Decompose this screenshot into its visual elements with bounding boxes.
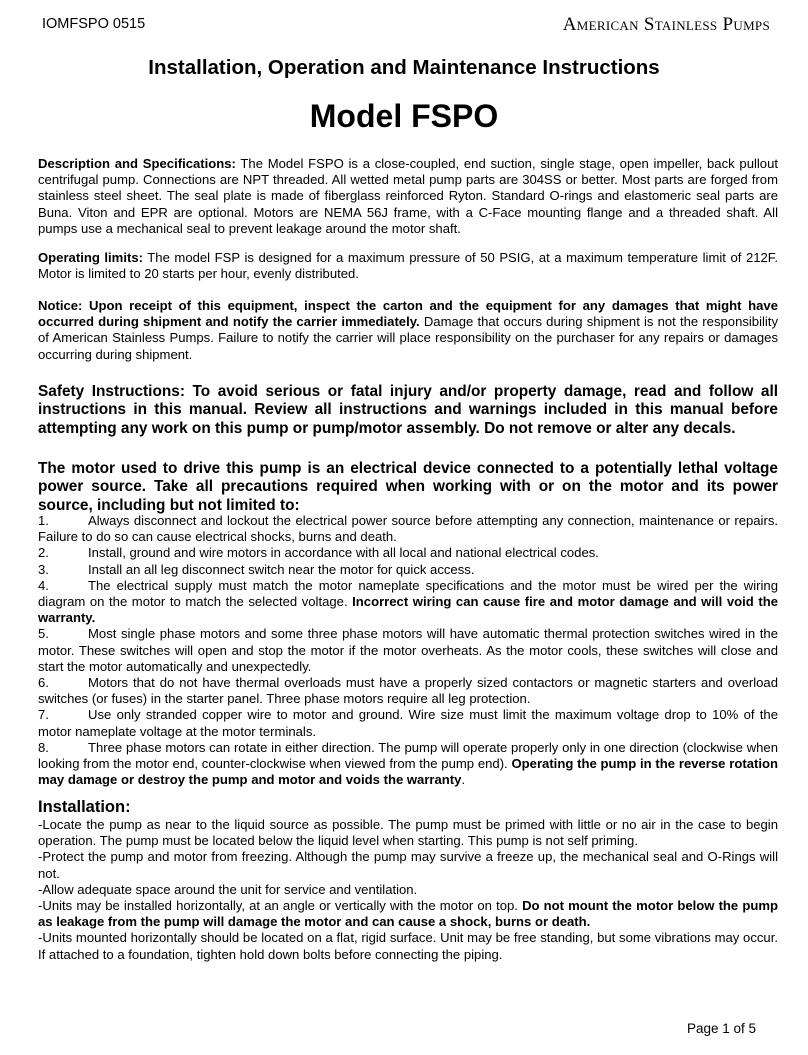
safety-instructions: Safety Instructions: To avoid serious or fatal injury and/or property damage, read and follow all instructions in this manual. Review all instructions and warnings included in this manual before attempting any work on this pump or pump/motor assembly. Do not remove or alter any decals. <box>38 383 778 437</box>
precaution-item <box>38 545 778 561</box>
precaution-text: Most single phase motors and some three phase motors will have automatic thermal protection switches wired in the motor. These switches will open and stop the motor if the motor overheats. As the motor cools, these switches will close and start the motor automatically and unexpectedly. <box>38 626 778 674</box>
installation-item <box>38 882 778 898</box>
description-label: Description and Specifications: <box>38 156 236 171</box>
precaution-item <box>38 513 778 545</box>
precautions-list <box>38 513 778 788</box>
installation-item <box>38 930 778 962</box>
description-section <box>38 156 778 237</box>
description-text: The Model FSPO is a close-coupled, end suction, single stage, open impeller, back pullout centrifugal pump. Connections are NPT threaded. All wetted metal pump parts are 304SS or better. Most parts are forged from stainless steel sheet. The seal plate is made of fiberglass reinforced Ryton. Standard O-rings and elastomeric seal parts are Buna. Viton and EPR are optional. Motors are NEMA 56J frame, with a C-Face mounting flange and a threaded shaft. All pumps use a mechanical seal to prevent leakage around the motor shaft. <box>38 156 779 236</box>
precaution-item <box>38 578 778 627</box>
operating-text: The model FSP is designed for a maximum pressure of 50 PSIG, at a maximum temperature limit of 212F. Motor is limited to 20 starts per hour, evenly distributed. <box>38 250 778 282</box>
operating-limits-section <box>38 250 778 282</box>
installation-text: -Units mounted horizontally should be located on a flat, rigid surface. Unit may be free standing, but some vibrations may occur. If attached to a foundation, tighten hold down bolts before connecting the piping. <box>38 930 778 962</box>
motor-warning: The motor used to drive this pump is an electrical device connected to a potentially lethal voltage power source. Take all precautions required when working with or on the motor and its power source, including but not limited to: <box>38 460 778 514</box>
precaution-text: Install, ground and wire motors in accordance with all local and national electrical codes. <box>88 545 599 561</box>
precaution-text: Three phase motors can rotate in either direction. The pump will operate properly only in one direction (clockwise when looking from the motor end, counter-clockwise when viewed from the pump end). <box>38 739 778 772</box>
precaution-item <box>38 626 778 675</box>
precaution-item <box>38 707 778 739</box>
notice-section <box>38 298 778 363</box>
installation-text: -Units may be installed horizontally, at an angle or vertically with the motor on top. <box>38 898 523 914</box>
precaution-number: 6. <box>38 675 49 691</box>
installation-text: -Locate the pump as near to the liquid source as possible. The pump must be primed with little or no air in the case to begin operation. The pump must be located below the liquid level when starting. This pump is not self priming. <box>38 817 778 849</box>
precaution-number: 3. <box>38 561 49 577</box>
precaution-number: 4. <box>38 577 49 593</box>
precaution-number: 8. <box>38 739 49 755</box>
notice-text: Damage that occurs during shipment is not the responsibility of American Stainless Pumps. Failure to notify the carrier will place responsibility on the purchaser for any repairs or damages occurring during shipment. <box>38 314 778 362</box>
operating-label: Operating limits: <box>38 250 143 265</box>
model-heading: Model FSPO <box>309 98 499 134</box>
precaution-item <box>38 675 778 707</box>
precaution-text: Use only stranded copper wire to motor and ground. Wire size must limit the maximum voltage drop to 10% of the motor nameplate voltage at the motor terminals. <box>38 707 778 739</box>
precaution-warning: Operating the pump in the reverse rotation may damage or destroy the pump and motor and voids the warranty <box>38 756 778 788</box>
precaution-tail: . <box>461 772 466 788</box>
precaution-text: Always disconnect and lockout the electrical power source before attempting any connection, maintenance or repairs. Failure to do so can cause electrical shocks, burns and death. <box>38 513 778 545</box>
precaution-warning: Incorrect wiring can cause fire and motor damage and will void the warranty. <box>38 594 778 626</box>
installation-list <box>38 817 778 963</box>
precaution-number: 2. <box>38 545 49 561</box>
precaution-text: The electrical supply must match the motor nameplate specifications and the motor must be wired per the wiring diagram on the motor to match the selected voltage. <box>38 577 778 610</box>
installation-item <box>38 849 778 881</box>
page-title: Installation, Operation and Maintenance Instructions <box>148 56 660 79</box>
installation-item <box>38 898 778 930</box>
precaution-number: 5. <box>38 626 49 642</box>
document-code: IOMFSPO 0515 <box>42 16 146 32</box>
installation-text: -Protect the pump and motor from freezing. Although the pump may survive a freeze up, the mechanical seal and O-Rings will not. <box>38 849 778 881</box>
precaution-item <box>38 740 778 789</box>
precaution-number: 1. <box>38 513 49 528</box>
precaution-item <box>38 562 778 578</box>
notice-bold: Notice: Upon receipt of this equipment, inspect the carton and the equipment for any damages that might have occurred during shipment and notify the carrier immediately. <box>38 298 778 330</box>
page-number: Page 1 of 5 <box>686 1021 756 1036</box>
installation-warning: Do not mount the motor below the pump as leakage from the pump will damage the motor and can cause a shock, burns or death. <box>38 898 778 930</box>
precaution-text: Motors that do not have thermal overloads must have a properly sized contactors or magnetic starters and overload switches (or fuses) in the starter panel. Three phase motors require all leg protection. <box>38 675 778 707</box>
installation-section <box>38 797 778 963</box>
precaution-text: Install an all leg disconnect switch near the motor for quick access. <box>88 561 475 577</box>
installation-item <box>38 817 778 849</box>
precaution-number: 7. <box>38 707 49 723</box>
installation-heading: Installation: <box>38 798 131 816</box>
company-name: American Stainless Pumps <box>562 14 770 35</box>
installation-text: -Allow adequate space around the unit for service and ventilation. <box>38 881 418 897</box>
